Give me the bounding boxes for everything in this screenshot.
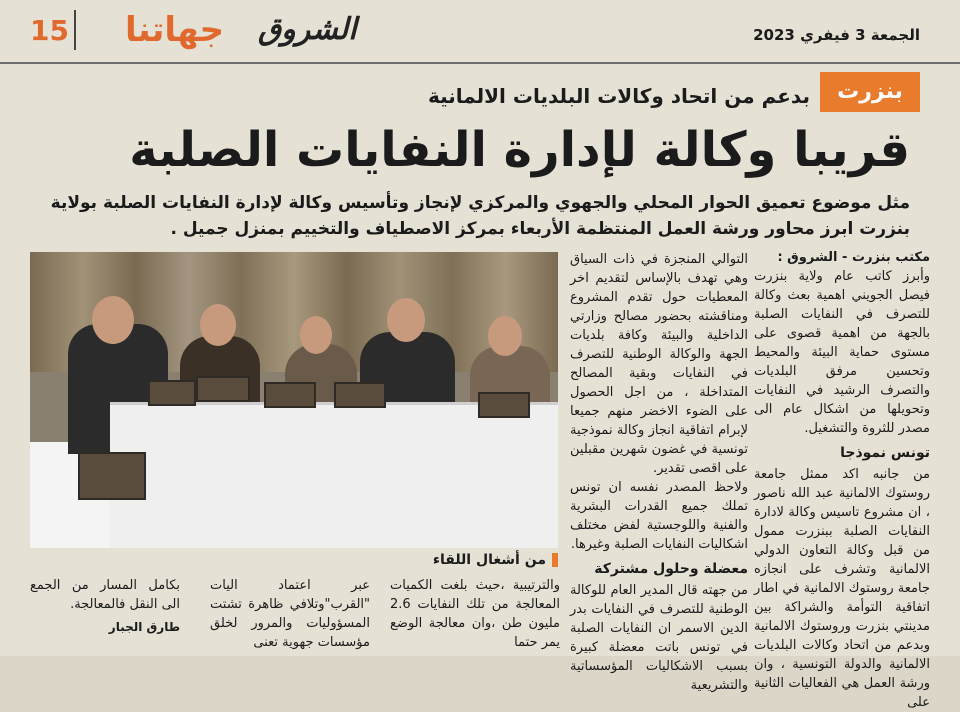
paragraph-bottom: بكامل المسار من الجمع الى النقل فالمعالجة.: [30, 578, 180, 612]
paragraph-bottom: والترتيبية ،حيث بلغت الكميات المعالجة من تلك النفايات 2.6 مليون طن ،وان معالجة الوضع يمر حتما: [390, 578, 560, 650]
newspaper-logo: الشروق: [258, 12, 357, 47]
paragraph: وأبرز كاتب عام ولاية بنزرت فيصل الجويني اهمية بعث وكالة للتصرف في النفايات الصلبة بالجهة من اهمية قصوى على مستوى حماية البيئة والمحيط وتحسين مرفق البلديات والتصرف الرشيد في النفايات وتحويلها من اشكال عام الى مصدر للثروة والتشغيل.: [754, 269, 930, 436]
photo-person-head: [92, 296, 134, 344]
name-plate: [264, 382, 316, 408]
article-author: طارق الجبار: [108, 620, 180, 634]
photo-person-head: [387, 298, 425, 342]
photo-person-head: [200, 304, 236, 346]
photo-caption: من أشغال اللقاء: [30, 552, 558, 568]
paragraph: من جهته قال المدير العام للوكالة الوطنية للتصرف في النفايات بدر الدين الاسمر ان النفايات الصلبة في تونس باتت معضلة كبيرة بسبب الاشكاليات المؤسساتية والتشريعية: [570, 583, 748, 693]
subheading: تونس نموذجا: [840, 445, 930, 461]
article-column-right: [754, 248, 930, 712]
page-header: [0, 0, 960, 64]
photo-table: [110, 402, 558, 548]
article-column-middle: [570, 250, 748, 695]
page-number: 15: [30, 14, 69, 47]
name-plate: [78, 452, 146, 500]
name-plate: [478, 392, 530, 418]
issue-date: الجمعة 3 فيفري 2023: [753, 26, 920, 44]
region-tag: بنزرت: [820, 72, 920, 112]
name-plate: [334, 382, 386, 408]
photo-person-head: [300, 316, 332, 354]
paragraph-bottom: عبر اعتماد اليات "القرب"وتلافي ظاهرة تشتت المسؤوليات والمرور لخلق مؤسسات جهوية تعنى: [210, 578, 370, 650]
paragraph: من جانبه اكد ممثل جامعة روستوك الالمانية عبد الله ناصور ، ان مشروع تاسيس وكالة لادارة النفايات الصلبة ببنزرت ممول من قبل وكالة التعاون الدولي الالمانية وتشرف على انجازه جامعة روستوك الالمانية في اطار اتفاقية التوأمة والشراكة بين مدينتي بنزرت وروستوك الالمانية وبدعم من اتحاد وكالات البلديات الالمانية والدولة التونسية ، وان ورشة العمل هي الفعاليات الثانية على: [754, 467, 930, 710]
article-standfirst: مثل موضوع تعميق الحوار المحلي والجهوي والمركزي لإنجاز وتأسيس وكالة لإدارة النفايات الصلبة بولاية بنزرت ابرز محاور ورشة العمل المنتظمة الأربعاء بمركز الاصطياف والتخييم بمنزل جميل .: [50, 193, 910, 239]
article-photo: [30, 252, 558, 548]
name-plate: [196, 376, 250, 402]
paragraph: التوالي المنجزة في ذات السياق وهي تهدف بالإساس لتقديم اخر المعطيات حول تقدم المشروع ومناقشته بحضور مصالح وزارتي الداخلية والبيئة وكافة بلديات الجهة والوكالة الوطنية للتصرف في النفايات وبقية المصالح المتداخلة ، من اجل الحصول على الضوء الاخضر منهم جميعا لإبرام اتفاقية انجاز وكالة نموذجية تونسية في غضون شهرين مقبلين على اقصى تقدير.: [570, 252, 748, 476]
section-title: جهاتنا: [125, 10, 225, 50]
header-divider: [74, 10, 76, 50]
article-headline: قريبا وكالة لإدارة النفايات الصلبة: [129, 122, 910, 178]
photo-person-head: [488, 316, 522, 356]
article-kicker: بدعم من اتحاد وكالات البلديات الالمانية: [427, 84, 810, 108]
subheading: معضلة وحلول مشتركة: [594, 561, 748, 577]
caption-marker: [552, 553, 558, 567]
name-plate: [148, 380, 196, 406]
paragraph: ولاحظ المصدر نفسه ان تونس تملك جميع القدرات البشرية والفنية واللوجستية لفض مختلف اشكاليات النفايات الصلبة وغيرها.: [570, 480, 748, 552]
article-byline: مكتب بنزرت - الشروق :: [777, 250, 930, 265]
